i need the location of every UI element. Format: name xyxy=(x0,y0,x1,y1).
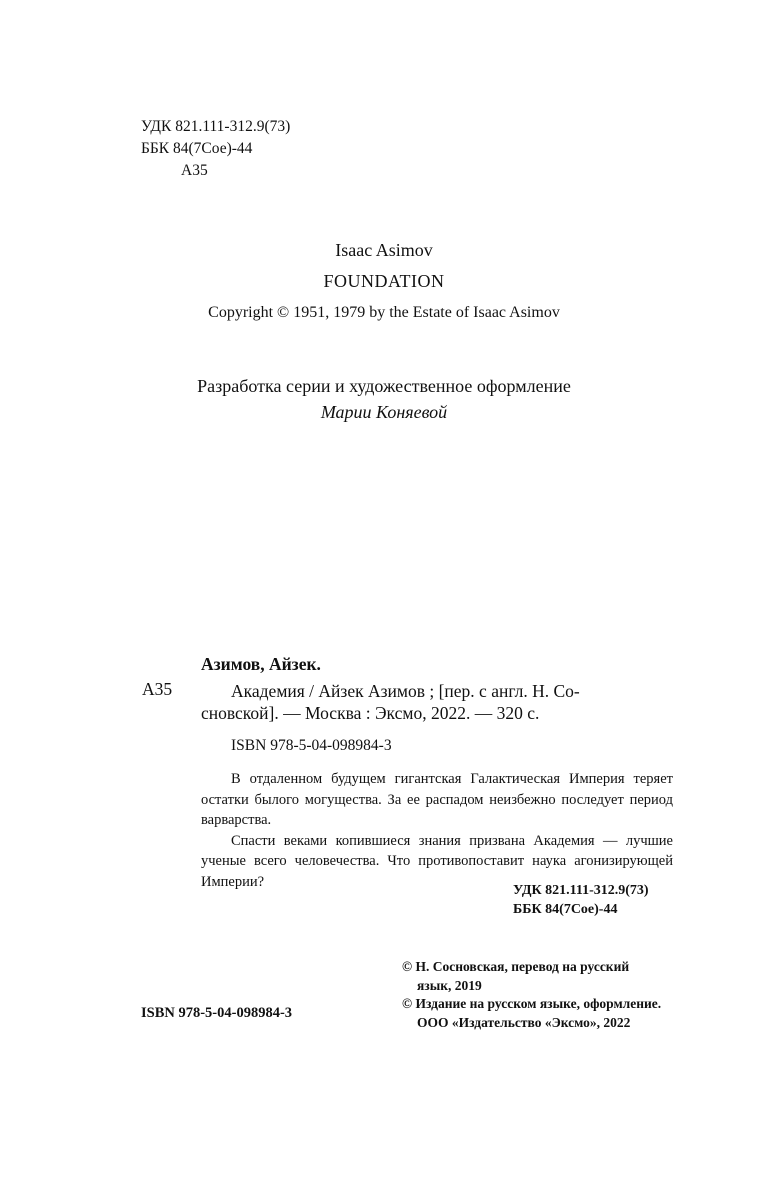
catalog-codes-top xyxy=(141,116,290,182)
series-credits xyxy=(0,373,768,425)
catalog-codes-bottom xyxy=(513,881,649,919)
series-design-line: Разработка серии и художественное оформление xyxy=(197,376,571,396)
bbk-code: ББК 84(7Сое)-44 xyxy=(141,140,253,157)
card-description-line-1: Академия / Айзек Азимов ; [пер. с англ. Н. Со- xyxy=(231,681,580,701)
udk-code: УДК 821.111-312.9(73) xyxy=(141,118,291,135)
designer-name: Марии Коняевой xyxy=(320,402,448,422)
copyright-notices xyxy=(402,958,661,1032)
translation-copyright-line-1: © Н. Сосновская, перевод на русский xyxy=(402,959,630,974)
annotation xyxy=(201,769,673,892)
original-author: Isaac Asimov xyxy=(335,240,433,260)
original-title: FOUNDATION xyxy=(323,271,445,291)
udk-code-bottom: УДК 821.111-312.9(73) xyxy=(513,883,649,898)
annotation-paragraph-1: В отдаленном будущем гигантская Галактическая Империя теряет остатки былого могущества. За ее распадом неизбежно последует период варварства. xyxy=(201,771,673,828)
original-copyright: Copyright © 1951, 1979 by the Estate of Isaac Asimov xyxy=(208,304,560,321)
annotation-paragraph-2: Спасти веками копившиеся знания призвана Академия — лучшие ученые всего человечества. Что противопоставит наука агонизирующей Империи? xyxy=(201,832,673,890)
isbn-bottom: ISBN 978-5-04-098984-3 xyxy=(141,1005,293,1021)
card-author: Азимов, Айзек. xyxy=(201,654,321,674)
edition-copyright-line-1: © Издание на русском языке, оформление. xyxy=(402,996,662,1011)
bbk-code-bottom: ББК 84(7Сое)-44 xyxy=(513,902,618,917)
card-author-mark: А35 xyxy=(142,679,173,699)
card-description-line-2: сновской]. — Москва : Эксмо, 2022. — 320 с. xyxy=(201,703,540,723)
edition-copyright-line-2: ООО «Издательство «Эксмо», 2022 xyxy=(417,1014,631,1030)
author-mark: А35 xyxy=(181,162,208,179)
card-isbn: ISBN 978-5-04-098984-3 xyxy=(231,737,392,754)
translation-copyright-line-2: язык, 2019 xyxy=(417,977,482,993)
